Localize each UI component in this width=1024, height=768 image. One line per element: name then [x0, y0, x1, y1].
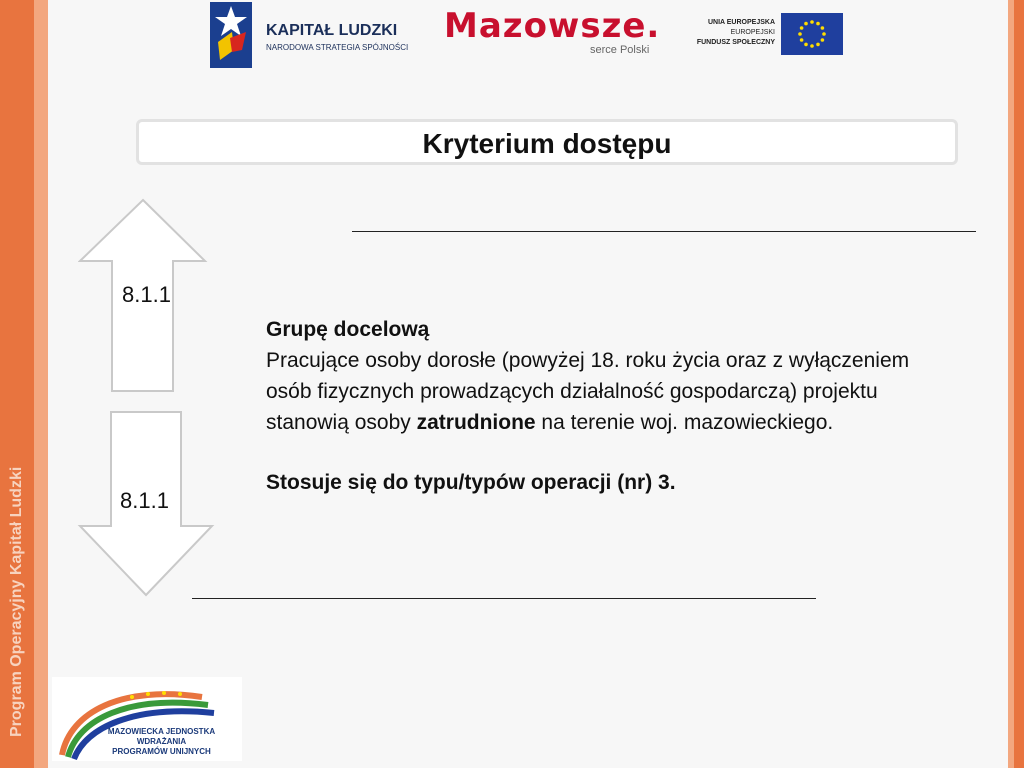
paragraph-part-2: na terenie woj. mazowieckiego. [535, 411, 834, 434]
kapital-ludzki-subtitle: NARODOWA STRATEGIA SPÓJNOŚCI [266, 43, 409, 52]
mazowsze-logo [440, 6, 660, 62]
code-top: 8.1.1 [122, 282, 171, 307]
eu-logo-text [690, 18, 775, 48]
mj-line-1: MAZOWIECKA JEDNOSTKA [107, 727, 216, 736]
eu-logo [690, 12, 845, 56]
target-group-heading: Grupę docelową [266, 318, 430, 341]
top-divider [352, 231, 976, 232]
eu-line-2: EUROPEJSKI [730, 29, 775, 36]
target-group-paragraph [266, 345, 946, 438]
eu-flag-icon [781, 13, 843, 55]
eu-line-1: UNIA EUROPEJSKA [707, 19, 775, 26]
right-orange-band [1008, 0, 1024, 768]
mazowsze-title: Mazowsze. [444, 6, 661, 46]
kapital-ludzki-logo [210, 2, 420, 68]
kapital-ludzki-title: KAPITAŁ LUDZKI [266, 22, 398, 39]
mazowsze-subtitle: serce Polski [590, 44, 650, 56]
program-name-vertical: Program Operacyjny Kapitał Ludzki [8, 466, 25, 737]
kapital-ludzki-emblem-icon [210, 2, 252, 68]
criterion-content [266, 314, 946, 498]
paragraph-bold-word: zatrudnione [416, 411, 536, 434]
title-box [136, 119, 958, 165]
mj-line-2: WDRAŻANIA [136, 737, 187, 746]
bottom-divider [192, 598, 816, 599]
eu-line-3: FUNDUSZ SPOŁECZNY [696, 39, 775, 46]
operation-type-note: Stosuje się do typu/typów operacji (nr) 3. [266, 471, 676, 494]
spacer [266, 438, 946, 467]
paragraph-part-1: Pracujące osoby dorosłe (powyżej 18. roku życia oraz z wyłączeniem osób fizycznych prowadzących działalność gospodarczą) projektu stanowią osoby [266, 349, 910, 434]
slide-title: Kryterium dostępu [422, 128, 672, 159]
code-bottom: 8.1.1 [120, 488, 169, 513]
mazowiecka-jednostka-logo [52, 677, 242, 761]
mazowiecka-jednostka-text [94, 727, 229, 757]
mj-line-3: PROGRAMÓW UNIJNYCH [112, 747, 211, 756]
